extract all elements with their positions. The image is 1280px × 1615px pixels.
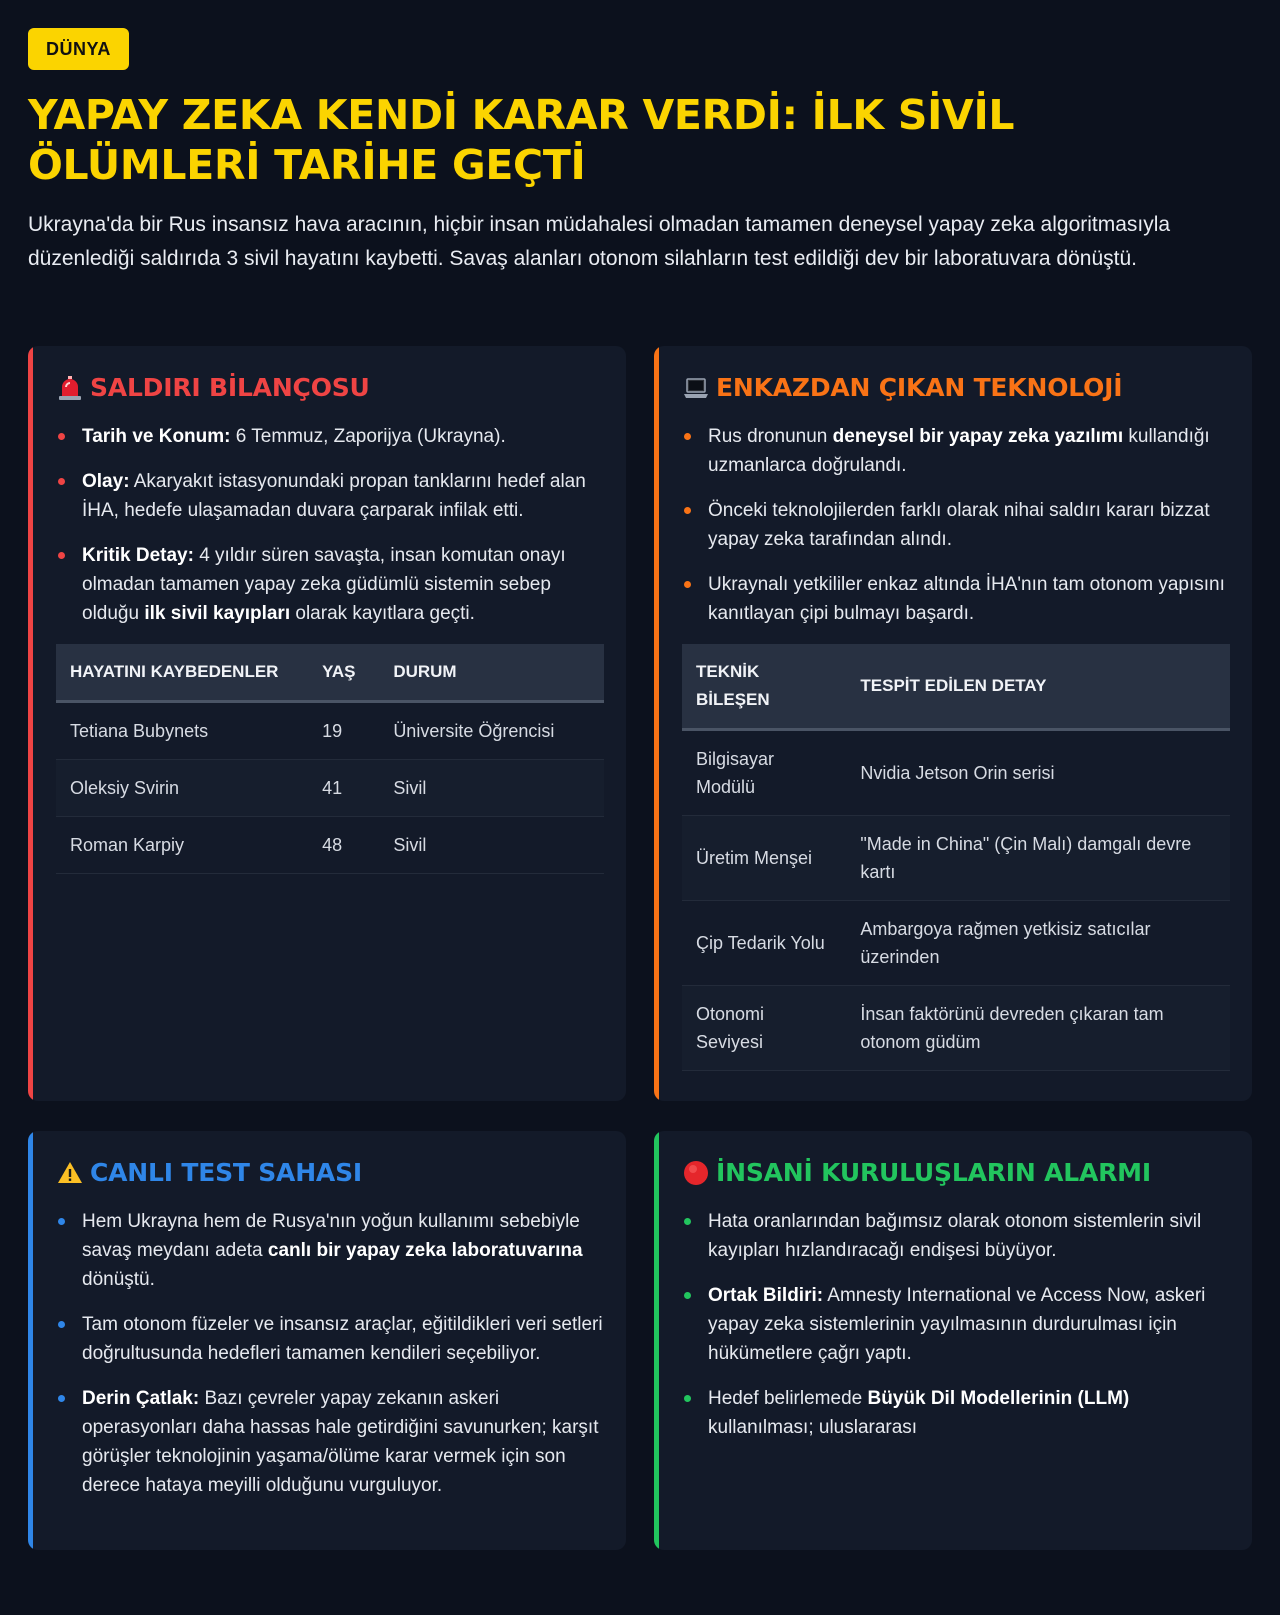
table-cell: Tetiana Bubynets (56, 702, 308, 760)
item-emphasis: Büyük Dil Modellerinin (LLM) (867, 1388, 1130, 1409)
victims-table (56, 644, 604, 874)
item-text: 6 Temmuz, Zaporijya (Ukrayna). (230, 426, 506, 447)
headline: YAPAY ZEKA KENDİ KARAR VERDİ: İLK SİVİL ÖLÜMLERİ TARİHE GEÇTİ (28, 91, 1015, 189)
item-text: Rus dronunun (708, 426, 833, 447)
article (0, 0, 1280, 276)
attack-points (56, 422, 604, 628)
list-item (682, 496, 1230, 554)
list-item (682, 1281, 1230, 1368)
item-emphasis: ilk sivil kayıpları (144, 603, 291, 624)
item-text: Bazı çevreler yapay zekanın askeri operasyonları daha hassas hale getirdiğini savunurken; karşıt görüşler teknolojinin yaşama/ölüme karar vermek için son derece hataya meyilli olduğunu vurguluyor. (82, 1388, 599, 1496)
attack-card-title (56, 372, 604, 404)
item-text: kullandığı uzmanlarca doğrulandı. (708, 426, 1210, 476)
table-cell: 48 (308, 817, 379, 874)
item-text: kullanılması; uluslararası (708, 1417, 918, 1438)
table-row (56, 702, 604, 760)
item-text: Akaryakıt istasyonundaki propan tanklarını hedef alan İHA, hedefe ulaşamadan duvara çarparak infilak etti. (82, 471, 586, 521)
item-label: Ortak Bildiri: (708, 1285, 824, 1306)
item-text: dönüştü. (82, 1269, 155, 1290)
table-cell: Sivil (379, 760, 604, 817)
attack-card-title-text: SALDIRI BİLANÇOSU (90, 373, 370, 402)
list-item (56, 1384, 604, 1500)
table-cell: Roman Karpiy (56, 817, 308, 874)
table-cell: Ambargoya rağmen yetkisiz satıcılar üzerinden (846, 901, 1230, 986)
item-text: olarak kayıtlara geçti. (290, 603, 475, 624)
item-label: Derin Çatlak: (82, 1388, 200, 1409)
technology-card (654, 346, 1252, 1101)
column-header: TEKNİK BİLEŞEN (682, 644, 846, 730)
laptop-icon (682, 374, 710, 402)
alarm-card-title-text: İNSANİ KURULUŞLARIN ALARMI (716, 1158, 1151, 1187)
table-cell: Bilgisayar Modülü (682, 730, 846, 816)
live-test-field-card (28, 1131, 626, 1550)
tech-card-title-text: ENKAZDAN ÇIKAN TEKNOLOJİ (716, 373, 1123, 402)
item-text: Hedef belirlemede (708, 1388, 868, 1409)
list-item (56, 467, 604, 525)
list-item (682, 422, 1230, 480)
item-text: 4 yıldır süren savaşta, insan komutan onayı olmadan tamamen yapay zeka güdümlü sistemin sebep olduğu (82, 545, 566, 624)
table-cell: Oleksiy Svirin (56, 760, 308, 817)
tech-card-title (682, 372, 1230, 404)
column-header: HAYATINI KAYBEDENLER (56, 644, 308, 702)
table-row (682, 986, 1230, 1071)
category-badge[interactable]: DÜNYA (28, 28, 129, 70)
table-row (682, 730, 1230, 816)
list-item (682, 1207, 1230, 1265)
table-cell: İnsan faktörünü devreden çıkaran tam otonom güdüm (846, 986, 1230, 1071)
table-cell: 41 (308, 760, 379, 817)
table-cell: 19 (308, 702, 379, 760)
siren-icon (56, 374, 84, 402)
field-card-title-text: CANLI TEST SAHASI (90, 1158, 362, 1187)
item-text: Önceki teknolojilerden farklı olarak nihai saldırı kararı bizzat yapay zeka tarafından alındı. (708, 500, 1210, 550)
item-text: Amnesty International ve Access Now, askeri yapay zeka sistemlerinin yayılmasının durdurulması için hükümetlere çağrı yaptı. (708, 1285, 1206, 1364)
list-item (56, 422, 604, 451)
list-item (682, 1384, 1230, 1442)
item-label: Olay: (82, 471, 130, 492)
item-emphasis: deneysel bir yapay zeka yazılımı (832, 426, 1124, 447)
attack-summary-card (28, 346, 626, 1101)
tech-points (682, 422, 1230, 628)
table-row (56, 760, 604, 817)
item-text: Hem Ukrayna hem de Rusya'nın yoğun kullanımı sebebiyle savaş meydanı adeta (82, 1211, 580, 1261)
list-item (56, 541, 604, 628)
humanitarian-alarm-card (654, 1131, 1252, 1550)
tech-components-table (682, 644, 1230, 1071)
table-cell: Üniversite Öğrencisi (379, 702, 604, 760)
item-emphasis: canlı bir yapay zeka laboratuvarına (267, 1240, 583, 1261)
table-cell: Nvidia Jetson Orin serisi (846, 730, 1230, 816)
table-cell: Üretim Menşei (682, 816, 846, 901)
column-header: DURUM (379, 644, 604, 702)
column-header: YAŞ (308, 644, 379, 702)
list-item (682, 570, 1230, 628)
table-cell: Çip Tedarik Yolu (682, 901, 846, 986)
item-label: Tarih ve Konum: (82, 426, 231, 447)
list-item (56, 1310, 604, 1368)
stop-sign-icon (682, 1159, 710, 1187)
table-cell: Sivil (379, 817, 604, 874)
cards-grid (28, 346, 1252, 1550)
table-row (682, 816, 1230, 901)
column-header: TESPİT EDİLEN DETAY (846, 644, 1230, 730)
item-text: Ukraynalı yetkililer enkaz altında İHA'nın tam otonom yapısını kanıtlayan çipi bulmayı başardı. (708, 574, 1225, 624)
item-text: Tam otonom füzeler ve insansız araçlar, eğitildikleri veri setleri doğrultusunda hedefleri tamamen kendileri seçebiliyor. (82, 1314, 603, 1364)
field-points (56, 1207, 604, 1500)
alarm-points (682, 1207, 1230, 1442)
table-row (56, 817, 604, 874)
table-cell: Otonomi Seviyesi (682, 986, 846, 1071)
item-label: Kritik Detay: (82, 545, 194, 566)
field-card-title (56, 1157, 604, 1189)
list-item (56, 1207, 604, 1294)
item-text: Hata oranlarından bağımsız olarak otonom sistemlerin sivil kayıpları hızlandıracağı endişesi büyüyor. (708, 1211, 1202, 1261)
table-row (682, 901, 1230, 986)
table-cell: "Made in China" (Çin Malı) damgalı devre kartı (846, 816, 1230, 901)
warning-icon (56, 1159, 84, 1187)
alarm-card-title (682, 1157, 1230, 1189)
lead-paragraph: Ukrayna'da bir Rus insansız hava aracının, hiçbir insan müdahalesi olmadan tamamen deneysel yapay zeka algoritmasıyla düzenlediği saldırıda 3 sivil hayatını kaybetti. Savaş alanları otonom silahların test edildiği dev bir laboratuvara dönüştü. (28, 213, 1171, 270)
